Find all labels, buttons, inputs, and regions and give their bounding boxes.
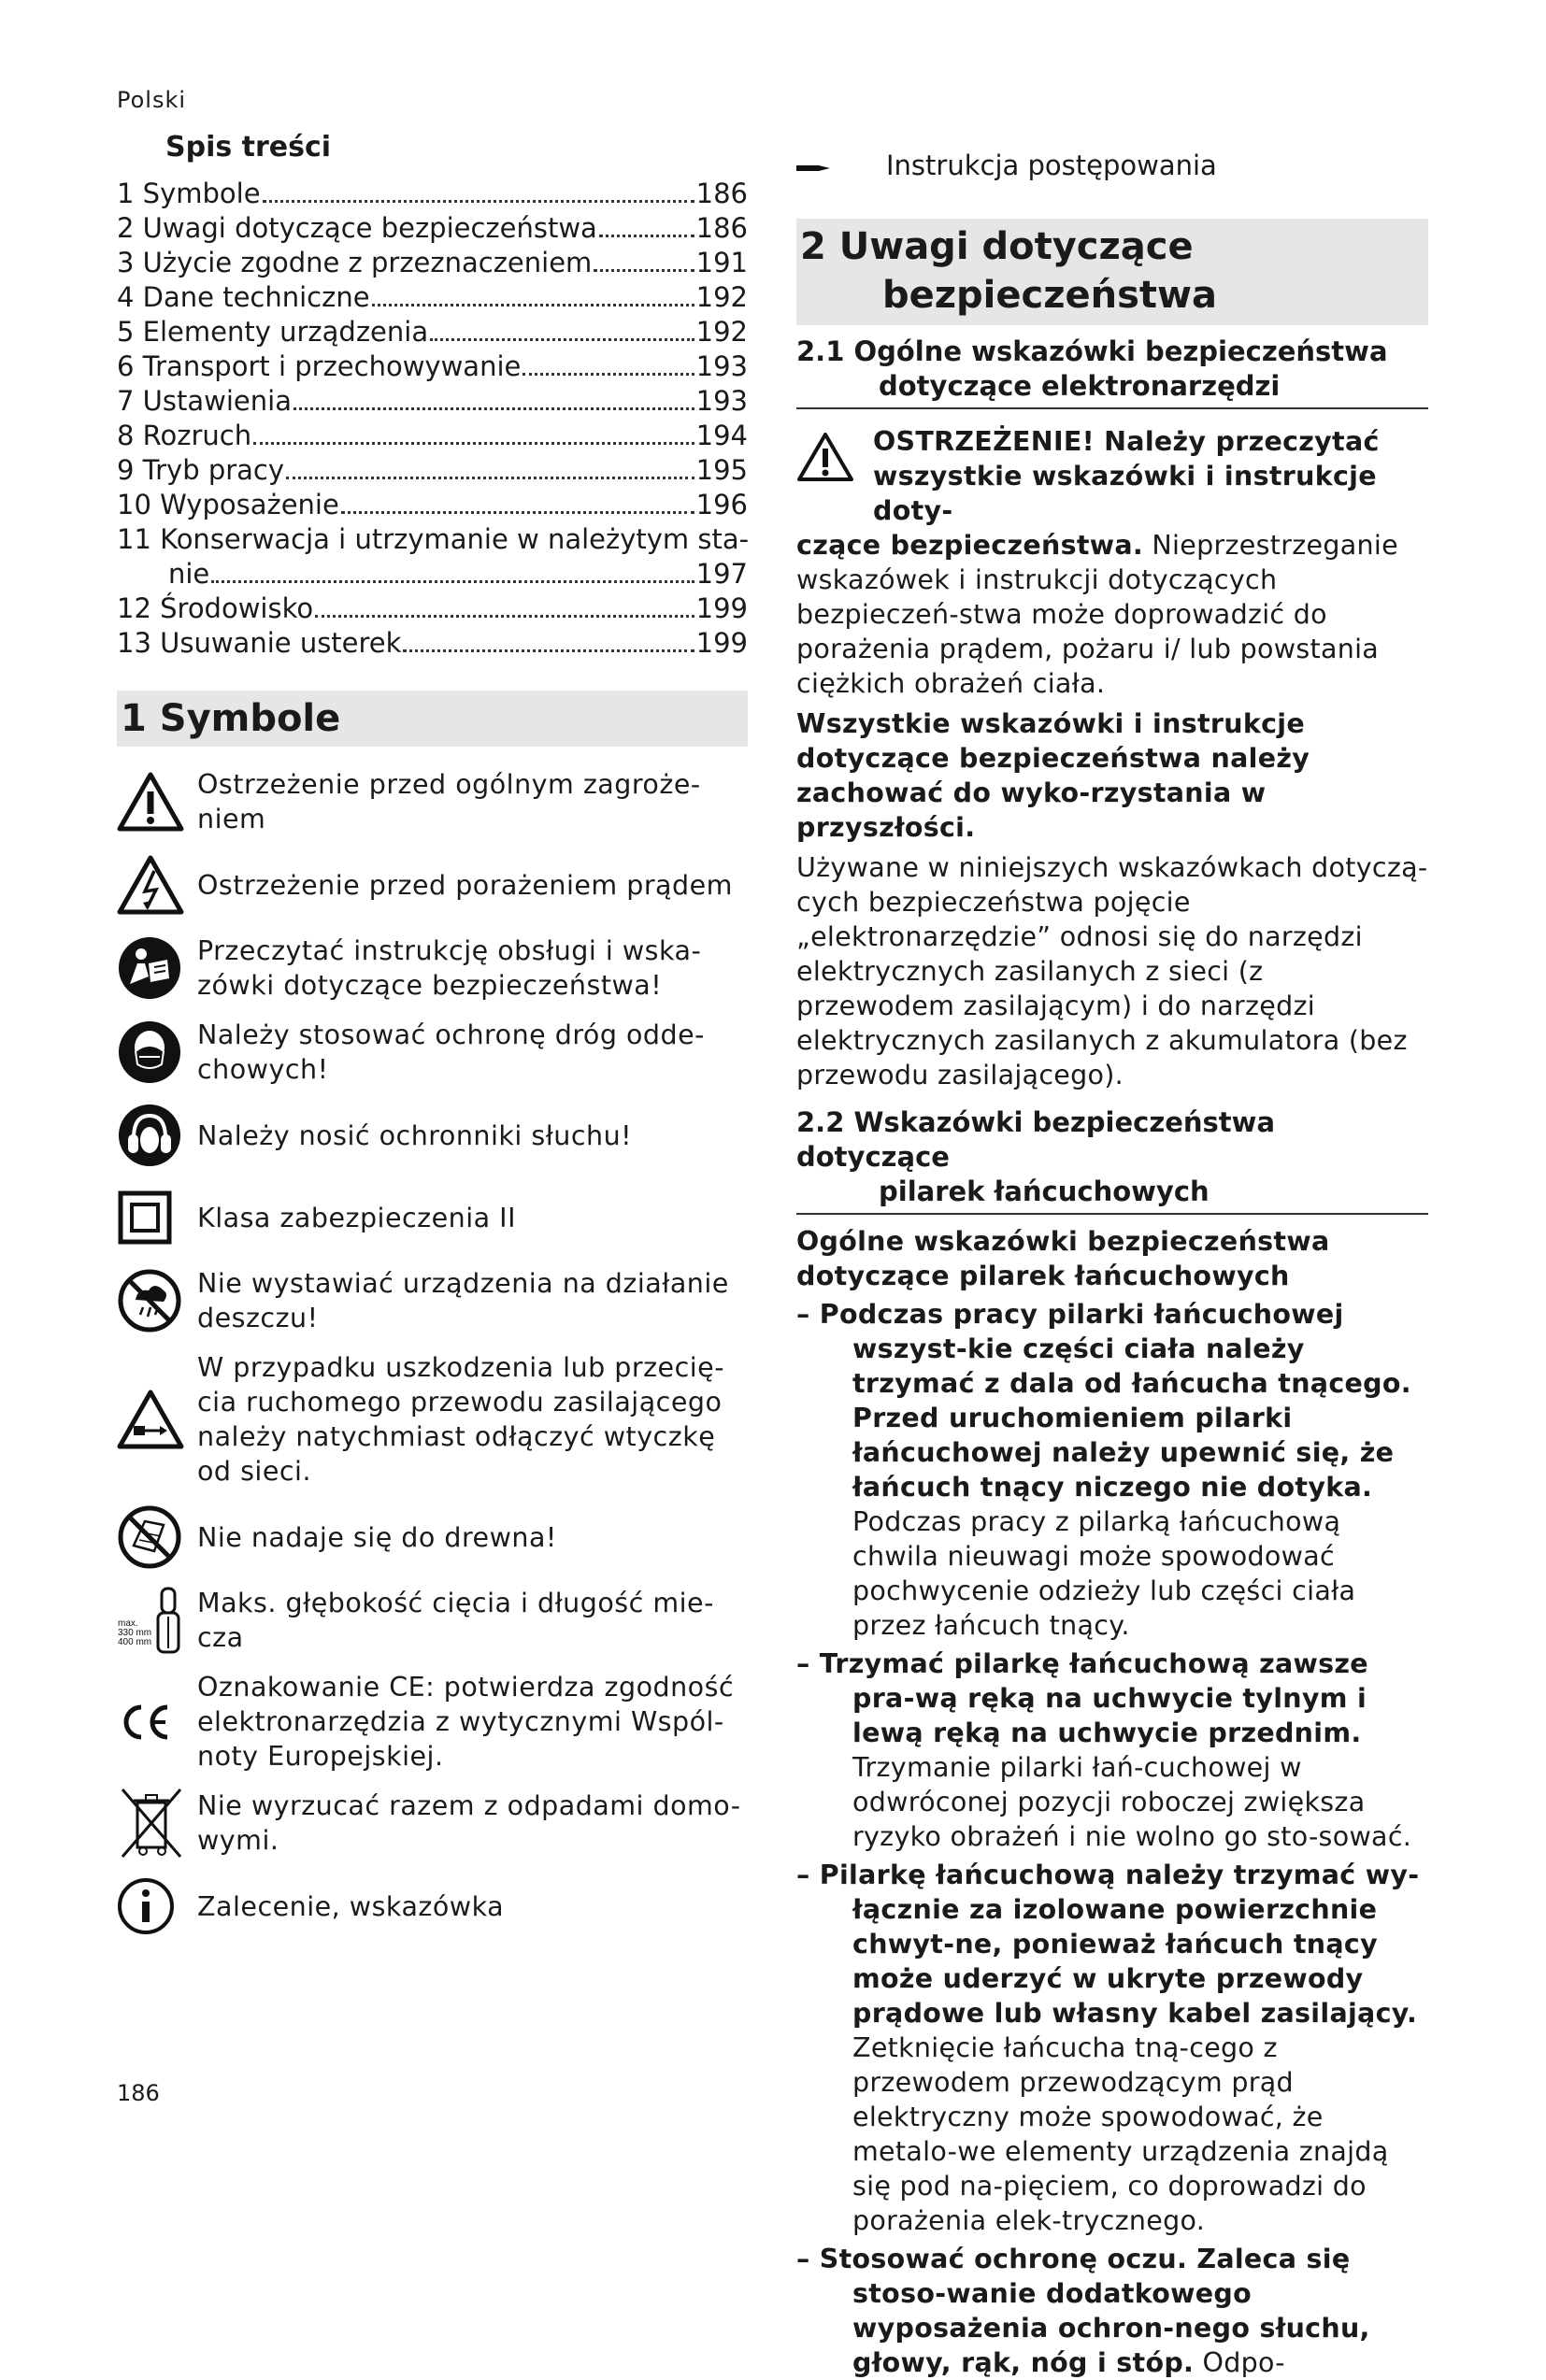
subsection-heading-2-1: 2.1 Ogólne wskazówki bezpieczeństwa dotyczące elektronarzędzi (796, 335, 1428, 409)
bullet-item: – Pilarkę łańcuchową należy trzymać wy-łącznie za izolowane powierzchnie chwyt-ne, ponieważ łańcuch tnący może uderzyć w ukryte przewody prądowe lub własny kabel zasilający. Zetknięcie łańcucha tną-cego z przewodem przewodzącym prąd elektryczny może spowodować, że metalo-we elementy urządzenia znajdą się pod na-pięciem, co doprowadzi do porażenia elek-trycznego. (796, 1860, 1420, 2236)
keep-instructions-paragraph: Wszystkie wskazówki i instrukcje dotyczące bezpieczeństwa należy zachować do wyko-rzystania w przyszłości. (796, 708, 1310, 843)
ce-mark-icon (117, 1689, 192, 1756)
symbol-row (117, 1018, 748, 1087)
read-manual-icon (117, 934, 192, 1002)
info-icon (117, 1873, 192, 1940)
toc-entry[interactable]: 3 Użycie zgodne z przeznaczeniem 191 (117, 247, 748, 278)
icon-label: 330 mm (118, 1628, 152, 1638)
symbol-row (117, 1670, 748, 1774)
hearing-protection-icon (117, 1102, 192, 1169)
symbol-description: Ostrzeżenie przed ogólnym zagroże-niem (197, 769, 701, 834)
left-column (117, 131, 748, 1955)
toc-entry[interactable]: 1 Symbole 186 (117, 178, 748, 209)
instruction-label: Instrukcja postępowania (886, 150, 1217, 181)
icon-label: 400 mm (118, 1637, 152, 1647)
instruction-legend (796, 150, 1428, 181)
toc-title: Spis treści (165, 131, 332, 164)
cutting-depth-icon (117, 1587, 192, 1654)
symbol-description: W przypadku uszkodzenia lub przecię-cia ruchomego przewodu zasilającego należy natychmiast odłączyć wtyczkę od sieci. (197, 1352, 724, 1487)
warning-triangle-icon (117, 768, 192, 835)
toc-entry[interactable]: 2 Uwagi dotyczące bezpieczeństwa 186 (117, 212, 748, 244)
page-number: 186 (117, 2080, 160, 2106)
symbol-description: Ostrzeżenie przed porażeniem prądem (197, 869, 733, 901)
language-label: Polski (117, 87, 187, 113)
no-wood-icon (117, 1504, 192, 1571)
symbol-row (117, 767, 748, 836)
arrow-right-icon (796, 150, 834, 181)
toc-entry-continuation[interactable]: nie 197 (168, 558, 748, 590)
bullet-item: – Stosować ochronę oczu. Zaleca się stoso-wanie dodatkowego wyposażenia ochron-nego słuchu, głowy, rąk, nóg i stóp. Odpo- (796, 2244, 1370, 2378)
toc-entry[interactable]: 10 Wyposażenie 196 (117, 489, 748, 520)
toc-entry[interactable]: 7 Ustawienia 193 (117, 385, 748, 417)
toc-entry[interactable]: 5 Elementy urządzenia 192 (117, 316, 748, 348)
symbol-row (117, 1266, 748, 1335)
symbol-description: Należy stosować ochronę dróg odde-chowych! (197, 1019, 705, 1085)
crossed-bin-icon (117, 1789, 192, 1857)
symbol-description: Nie nadaje się do drewna! (197, 1521, 557, 1553)
symbol-row (117, 851, 748, 919)
term-definition-paragraph: Używane w niniejszych wskazówkach dotyczą-cych bezpieczeństwa pojęcie „elektronarzędzie” odnosi się do narzędzi elektrycznych zasilanych z sieci (z przewodem zasilającym) i do narzędzi elektrycznych zasilanych z akumulatora (bez przewodu zasilającego). (796, 852, 1428, 1090)
protection-class-ii-icon (117, 1184, 192, 1251)
symbol-description: Nie wystawiać urządzenia na działanie deszczu! (197, 1268, 729, 1333)
symbol-row (117, 1184, 748, 1251)
symbol-row (117, 1789, 748, 1858)
symbol-description: Klasa zabezpieczenia II (197, 1202, 516, 1233)
toc-entry[interactable]: 12 Środowisko 199 (117, 592, 748, 624)
symbol-row (117, 1102, 748, 1169)
right-column (796, 150, 1428, 2380)
symbol-row (117, 1873, 748, 1940)
toc-entry[interactable]: 11 Konserwacja i utrzymanie w należytym sta- (117, 523, 750, 555)
symbol-description: Zalecenie, wskazówka (197, 1890, 505, 1922)
symbol-description: Nie wyrzucać razem z odpadami domo-wymi. (197, 1790, 741, 1856)
section-heading-safety: 2 Uwagi dotyczące bezpieczeństwa (796, 219, 1428, 325)
no-rain-icon (117, 1267, 192, 1334)
symbol-description: Oznakowanie CE: potwierdza zgodność elektronarzędzia z wytycznymi Wspól-noty Europejskiej. (197, 1672, 735, 1772)
respiratory-protection-icon (117, 1019, 192, 1086)
warning-paragraph: OSTRZEŻENIE! Należy przeczytać wszystkie wskazówki i instrukcje doty- czące bezpieczeństwa. Nieprzestrzeganie wskazówek i instrukcji dotyczących bezpieczeń-stwa może doprowadzić do porażenia prądem, pożaru i/ lub powstania ciężkich obrażeń ciała. (796, 426, 1398, 699)
toc-entry[interactable]: 13 Usuwanie usterek 199 (117, 627, 748, 659)
symbol-row (117, 1350, 748, 1489)
symbol-row (117, 933, 748, 1003)
warning-triangle-icon (796, 432, 854, 491)
bullet-item: – Trzymać pilarkę łańcuchową zawsze pra-wą ręką na uchwycie tylnym i lewą ręką na uchwycie przednim. Trzymanie pilarki łań-cuchowej w odwróconej pozycji roboczej zwiększa ryzyko obrażeń i nie wolno go sto-sować. (796, 1648, 1412, 1852)
toc-entry[interactable]: 8 Rozruch 194 (117, 420, 748, 451)
general-heading: Ogólne wskazówki bezpieczeństwa dotyczące pilarek łańcuchowych (796, 1226, 1330, 1291)
section-heading-symbols: 1 Symbole (117, 691, 748, 747)
symbol-row (117, 1586, 748, 1655)
toc-entry[interactable]: 4 Dane techniczne 192 (117, 281, 748, 313)
icon-label: max. (118, 1618, 138, 1629)
unplug-cable-icon (117, 1386, 192, 1453)
symbol-list (117, 767, 748, 1940)
symbol-description: Maks. głębokość cięcia i długość mie-cza (197, 1588, 714, 1653)
symbol-description: Należy nosić ochronniki słuchu! (197, 1119, 633, 1151)
subsection-heading-2-2: 2.2 Wskazówki bezpieczeństwa dotyczące pilarek łańcuchowych (796, 1105, 1428, 1215)
symbol-row (117, 1504, 748, 1571)
table-of-contents (117, 177, 748, 661)
toc-entry[interactable]: 6 Transport i przechowywanie 193 (117, 350, 748, 382)
electric-shock-icon (117, 851, 192, 919)
bullet-item: – Podczas pracy pilarki łańcuchowej wszyst-kie części ciała należy trzymać z dala od łańcucha tnącego. Przed uruchomieniem pilarki łańcuchowej należy upewnić się, że łańcuch tnący niczego nie dotyka. Podczas pracy z pilarką łańcuchową chwila nieuwagi może spowodować pochwycenie odzieży lub części ciała przez łańcuch tnący. (796, 1299, 1411, 1641)
toc-entry[interactable]: 9 Tryb pracy 195 (117, 454, 748, 486)
symbol-description: Przeczytać instrukcję obsługi i wska-zówki dotyczące bezpieczeństwa! (197, 935, 702, 1001)
